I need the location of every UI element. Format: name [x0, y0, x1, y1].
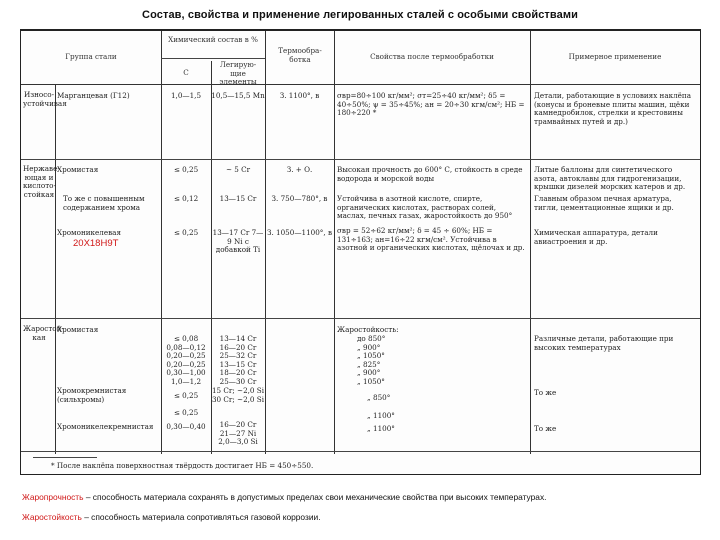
- heat-treatment: З. + О.: [286, 165, 313, 174]
- list-line: 0,30—1,00: [166, 368, 206, 378]
- group-name: Износо-устойчивая: [23, 90, 67, 108]
- properties: Устойчива в азотной кислоте, спирте, органических кислотах, растворах солей, маслах, печных газах, жаростойкость до 950°: [337, 194, 513, 221]
- heat-treatment: З. 750—780°, в: [271, 194, 328, 203]
- steel-name: То же с повышенным содержанием хрома: [63, 194, 145, 212]
- carbon-value: ≤ 0,25: [173, 228, 199, 237]
- carbon-value: ≤ 0,12: [173, 194, 199, 203]
- usage: Главным образом печная арматура, тигли, цементационные ящики и др.: [534, 194, 674, 212]
- list-line: 13—14 Cr: [219, 334, 257, 343]
- properties: σвр=80÷100 кг/мм²; σт=25÷40 кг/мм²; δ5 = 40÷50%; ψ = 35÷45%; aн = 20÷30 кгм/см²; HБ = 180÷220 *: [337, 91, 525, 118]
- properties: σвр = 52÷62 кг/мм²; δ = 45 ÷ 60%; HБ = 131÷163; aн=16÷22 кгм/см². Устойчива в азотной и органических кислотах, щёлочах и др.: [337, 226, 525, 253]
- divider: [55, 84, 56, 454]
- footnote: * После наклёпа поверхностная твёрдость достигает HБ = 450÷550.: [51, 461, 314, 470]
- properties: Высокая прочность до 600° С, стойкость в среде водорода и морской воды: [337, 165, 523, 183]
- definition-heat-resistance: [22, 512, 321, 522]
- usage: То же: [534, 424, 557, 433]
- list-line: 0,20—0,25: [166, 351, 206, 361]
- steel-name: Хромоникелевая: [57, 228, 121, 237]
- list-line: 25—32 Cr: [219, 351, 257, 361]
- group-name: Жаростой-кая: [23, 324, 64, 342]
- definition-term: Жаропрочность: [22, 492, 84, 502]
- list-line: 2,0—3,0 Si: [218, 437, 258, 447]
- usage: Различные детали, работающие при высоких температурах: [534, 334, 674, 352]
- header-chem: Химический состав в %: [168, 35, 258, 44]
- usage: Детали, работающие в условиях наклёпа (конусы и броневые плиты машин, щёки камнедробилок, стрелки и крестовины трамвайных путей и др.): [534, 91, 692, 126]
- heat-treatment: З. 1100°, в: [279, 91, 320, 100]
- list-line: ≤ 0,25: [173, 408, 199, 417]
- alloy-value: 13—15 Cr: [219, 194, 257, 203]
- steel-properties-table: [20, 29, 701, 475]
- divider: [21, 159, 700, 160]
- list-line: „ 825°: [357, 359, 381, 369]
- list-line: 0,08—0,12: [166, 342, 206, 352]
- list-line: 25—30 Cr: [219, 376, 257, 386]
- list-line: „ 900°: [357, 368, 381, 378]
- alloy-value: 13—17 Cr 7—9 Ni с добавкой Ti: [212, 228, 264, 255]
- properties-list: [357, 335, 417, 387]
- definition-heat-strength: [22, 492, 546, 502]
- header-carbon: С: [183, 68, 189, 77]
- list-line: 13—15 Cr: [219, 359, 257, 369]
- divider: [530, 31, 531, 454]
- properties-list: [367, 389, 427, 425]
- divider: [21, 451, 700, 452]
- heat-treatment: З. 1050—1100°, в: [266, 228, 333, 237]
- list-line: 16—20 Cr: [219, 420, 257, 429]
- header-usage: Примерное применение: [568, 52, 662, 61]
- list-line: до 850°: [357, 334, 386, 343]
- divider: [334, 31, 335, 454]
- list-line: 0,20—0,25: [166, 359, 206, 369]
- alloy-list: [211, 387, 265, 404]
- usage: То же: [534, 388, 557, 397]
- carbon-list: [161, 387, 211, 421]
- steel-grade-tag: 20Х18Н9Т: [73, 238, 119, 249]
- footnote-rule: [33, 457, 97, 458]
- divider: [21, 318, 700, 319]
- list-line: „ 1050°: [357, 376, 385, 386]
- list-line: „ 850°: [367, 393, 391, 402]
- list-line: 1,0—1,2: [170, 376, 202, 386]
- alloy-value: 10,5—15,5 Mn: [211, 91, 265, 100]
- alloy-list: [211, 335, 265, 387]
- list-line: 21—27 Ni: [219, 428, 257, 438]
- steel-name: Хромоникелекремнистая: [57, 422, 154, 431]
- steel-name: Хромокремнистая (сильхромы): [57, 386, 127, 404]
- list-line: ≤ 0,08: [173, 334, 199, 343]
- group-name: Нержаве-ющая и кислото-стойкая: [23, 164, 60, 199]
- alloy-value: ~ 5 Cr: [225, 165, 251, 174]
- divider: [161, 58, 265, 59]
- steel-name: Марганцевая (Г12): [57, 91, 130, 100]
- list-line: 18—20 Cr: [219, 368, 257, 378]
- list-line: „ 1100°: [367, 411, 395, 420]
- list-line: ≤ 0,25: [173, 391, 199, 400]
- alloy-list: [211, 421, 265, 447]
- properties-label: Жаростойкость:: [337, 325, 399, 334]
- definition-term: Жаростойкость: [22, 512, 82, 522]
- usage: Литые баллоны для синтетического азота, автоклавы для гидрогенизации, крышки дизелей морских катеров и др.: [534, 165, 686, 192]
- header-alloy: Легирую-щие элементы: [219, 60, 257, 87]
- header-props: Свойства после термообработки: [370, 52, 494, 61]
- page-title: Состав, свойства и применение легированных сталей с особыми свойствами: [142, 9, 578, 21]
- carbon-value: ≤ 0,25: [173, 165, 199, 174]
- carbon-list: [161, 335, 211, 387]
- properties: „ 1100°: [367, 424, 395, 433]
- header-group: Группа стали: [65, 52, 117, 61]
- list-line: 15 Cr; ~2,0 Si: [211, 386, 265, 395]
- carbon-value: 0,30—0,40: [166, 422, 206, 431]
- definition-text: – способность материала сохранять в допустимых пределах свои механические свойства при высоких температурах.: [83, 492, 547, 502]
- list-line: „ 1050°: [357, 351, 385, 361]
- divider: [21, 84, 700, 85]
- usage: Химическая аппаратура, детали авиастроения и др.: [534, 228, 658, 246]
- steel-name: Хромистая: [57, 325, 99, 334]
- header-heat: Термообра-ботка: [278, 46, 322, 64]
- definition-text: – способность материала сопротивляться газовой коррозии.: [81, 512, 321, 522]
- carbon-value: 1,0—1,5: [170, 91, 202, 100]
- list-line: 16—20 Cr: [219, 342, 257, 352]
- list-line: 30 Cr; ~2,0 Si: [211, 394, 265, 404]
- steel-name: Хромистая: [57, 165, 99, 174]
- list-line: „ 900°: [357, 342, 381, 352]
